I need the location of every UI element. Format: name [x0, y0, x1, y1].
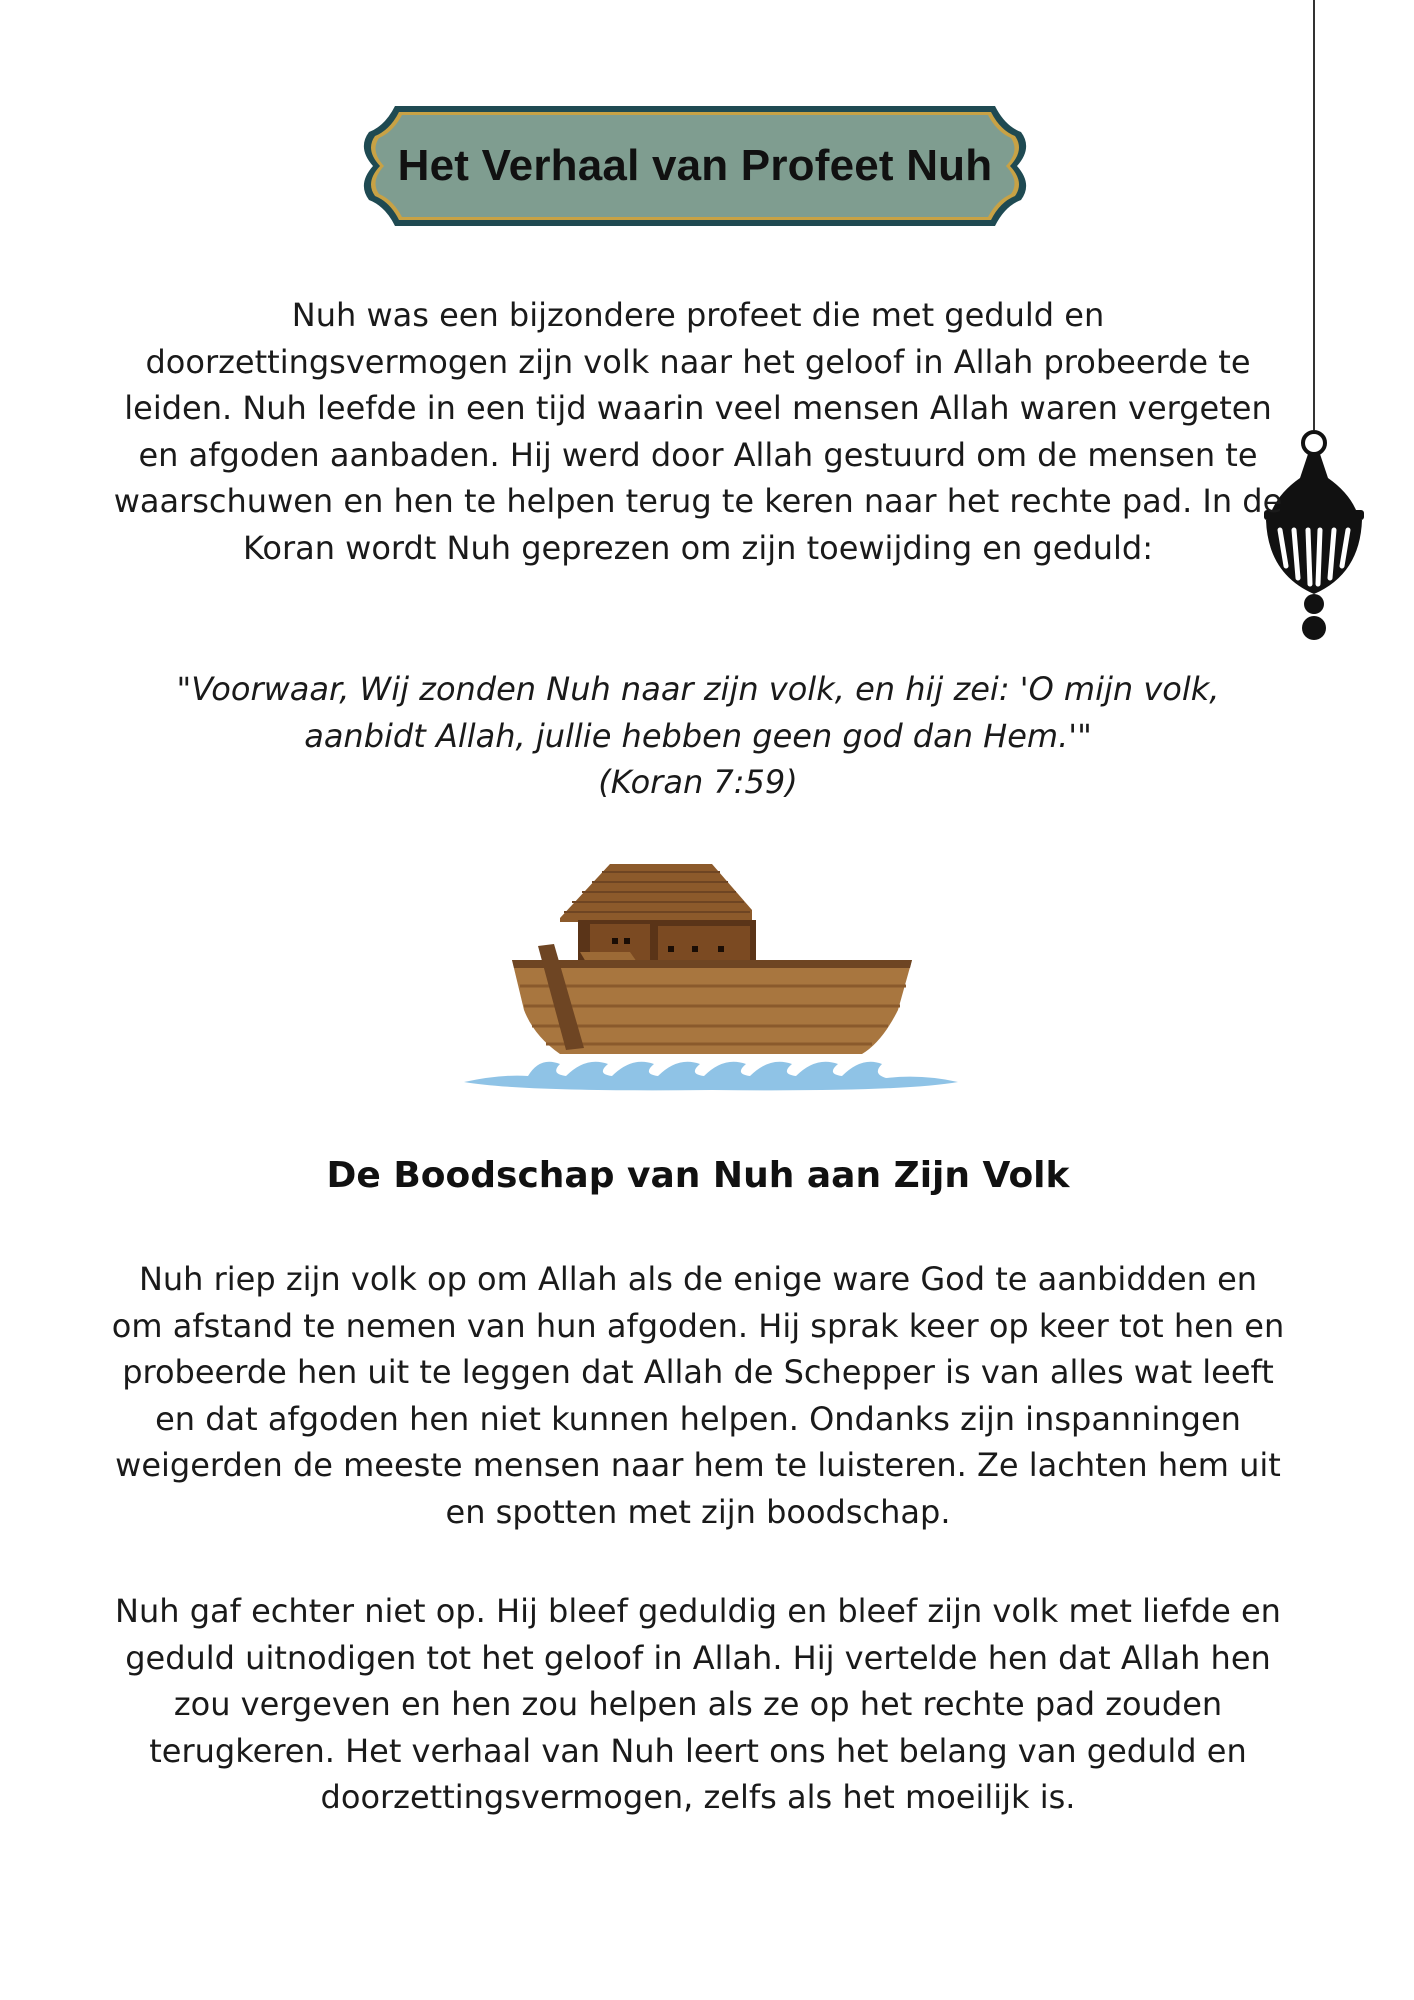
page-title: Het Verhaal van Profeet Nuh [397, 141, 993, 190]
quote-line-1: "Voorwaar, Wij zonden Nuh naar zijn volk, en hij zei: 'O mijn volk, [176, 670, 1220, 708]
message-paragraph: Nuh riep zijn volk op om Allah als de enige ware God te aanbidden en om afstand te nemen van hun afgoden. Hij sprak keer op keer tot hen en probeerde hen uit te leggen dat Allah de Schepper is van alles wat leeft en dat afgoden hen niet kunnen helpen. Ondanks zijn inspanningen weigerden de meeste mensen naar hem te luisteren. Ze lachten hem uit en spotten met zijn boodschap. [111, 1260, 1285, 1531]
quran-quote [110, 666, 1286, 806]
quote-line-2: aanbidt Allah, jullie hebben geen god dan Hem.'" [304, 716, 1092, 755]
noahs-ark-illustration [462, 860, 962, 1096]
patience-paragraph: Nuh gaf echter niet op. Hij bleef geduldig en bleef zijn volk met liefde en geduld uitnodigen tot het geloof in Allah. Hij vertelde hen dat Allah hen zou vergeven en hen zou helpen als ze op het rechte pad zouden terugkeren. Het verhaal van Nuh leert ons het belang van geduld en doorzettingsvermogen, zelfs als het moeilijk is. [115, 1592, 1281, 1816]
intro-paragraph: Nuh was een bijzondere profeet die met geduld en doorzettingsvermogen zijn volk naar het geloof in Allah probeerde te leiden. Nuh leefde in een tijd waarin veel mensen Allah waren vergeten en afgoden aanbaden. Hij werd door Allah gestuurd om de mensen te waarschuwen en hen te helpen terug te keren naar het rechte pad. In de Koran wordt Nuh geprezen om zijn toewijding en geduld: [113, 296, 1283, 567]
section-heading: De Boodschap van Nuh aan Zijn Volk [326, 1155, 1070, 1196]
quote-reference: (Koran 7:59) [598, 763, 798, 801]
title-banner [355, 102, 1035, 230]
